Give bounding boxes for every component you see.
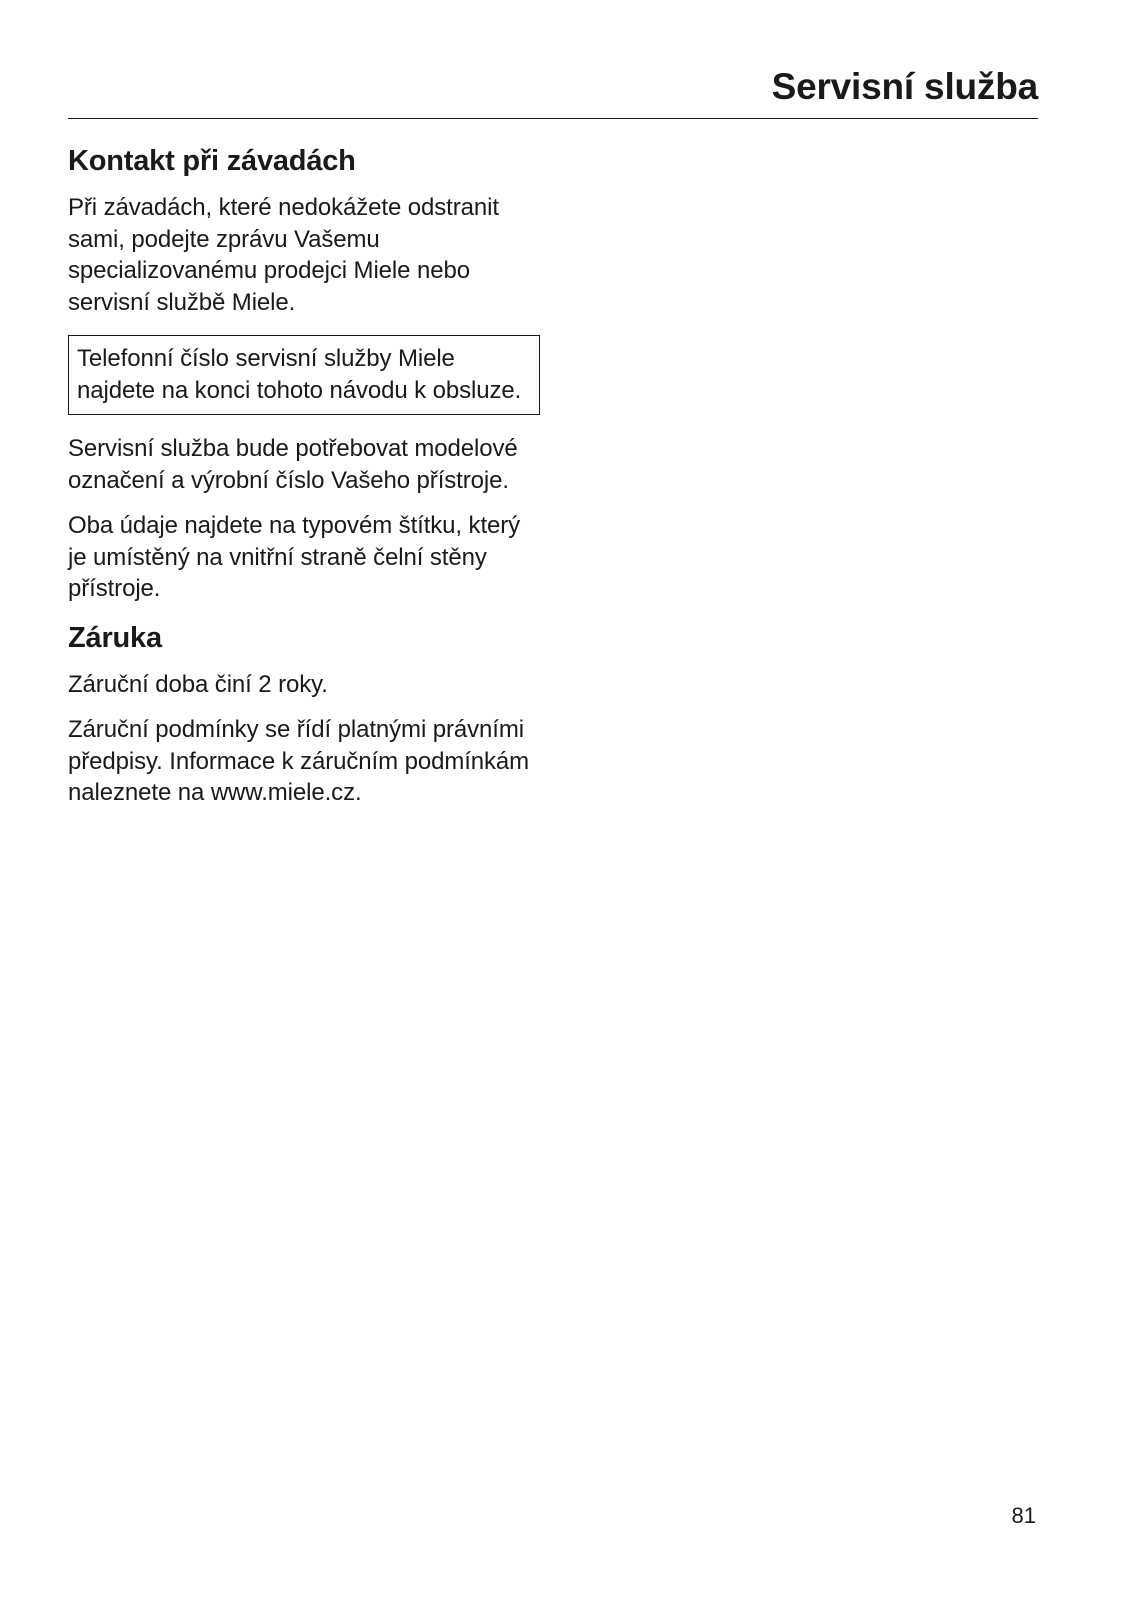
page-title: Servisní služba — [771, 66, 1038, 107]
contact-paragraph-3: Oba údaje najdete na typovém štítku, který je umístěný na vnitřní straně čelní stěny přístroje. — [68, 512, 521, 602]
contact-paragraph-1: Při závadách, které nedokážete odstranit sami, podejte zprávu Vašemu specializovanému prodejci Miele nebo servisní službě Miele. — [68, 194, 499, 316]
note-box — [68, 335, 540, 415]
warranty-section — [68, 619, 542, 809]
note-text: Telefonní číslo servisní služby Miele najdete na konci tohoto návodu k obsluze. — [77, 345, 522, 404]
warranty-paragraph-2: Záruční podmínky se řídí platnými právními předpisy. Informace k záručním podmínkám naleznete na www.miele.cz. — [68, 716, 530, 806]
warranty-heading: Záruka — [68, 621, 162, 654]
contact-heading: Kontakt při závadách — [68, 145, 356, 177]
warranty-paragraph-1: Záruční doba činí 2 roky. — [68, 670, 328, 698]
contact-section — [68, 142, 542, 605]
page-number: 81 — [1011, 1503, 1036, 1528]
page-header — [68, 60, 1038, 119]
main-content — [68, 142, 542, 823]
contact-paragraph-2: Servisní služba bude potřebovat modelové označení a výrobní číslo Vašeho přístroje. — [68, 435, 518, 494]
